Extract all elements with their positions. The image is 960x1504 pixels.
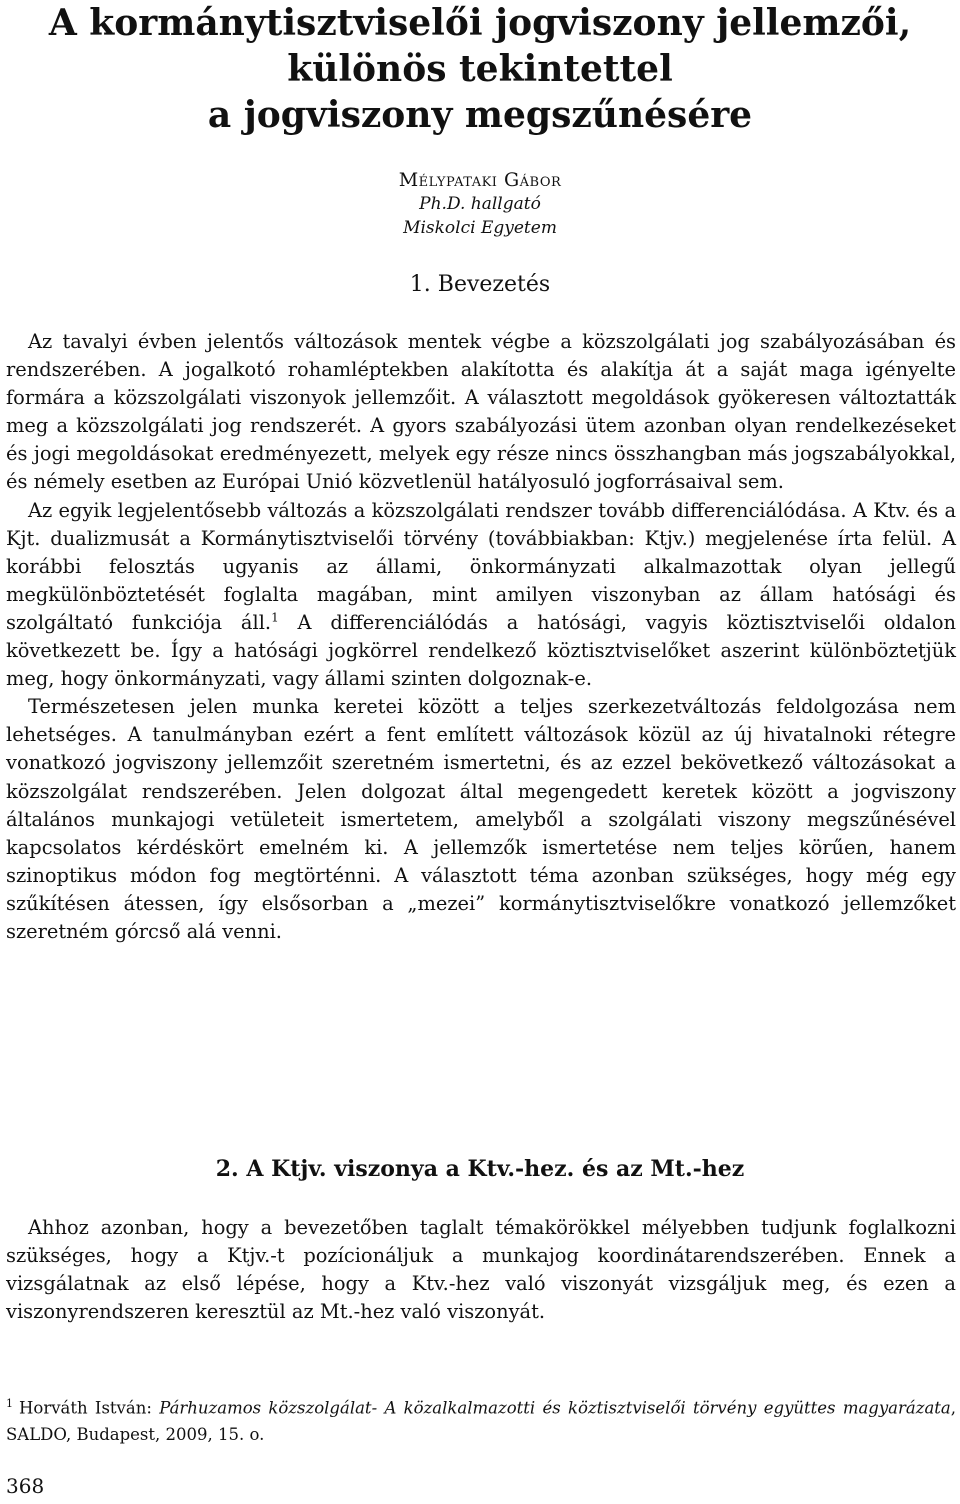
footnote-rest: , SALDO, Budapest, 2009, 15. o. <box>6 1398 956 1444</box>
author-name: Mélypataki Gábor <box>398 169 562 191</box>
article-title <box>0 0 960 138</box>
section-heading-introduction: 1. Bevezetés <box>409 272 551 297</box>
title-line-3: a jogviszony megszűnésére <box>207 94 753 136</box>
footnote-title: Párhuzamos közszolgálat- A közalkalmazotti és köztisztviselői törvény együttes magyarázata <box>159 1398 951 1418</box>
section-body-introduction <box>6 328 956 946</box>
author-role: Ph.D. hallgató <box>419 194 541 214</box>
paragraph-text-cont: A differenciálódás a hatósági, vagyis köztisztviselői oldalon következett be. Így a hatósági jogkörrel rendelkező köztisztviselőket aszerint különböztetjük meg, hogy önkormányzati, vagy állami szinten dolgoznak-e. <box>6 610 956 691</box>
paragraph <box>6 497 956 694</box>
author-affiliation: Miskolci Egyetem <box>403 218 557 238</box>
author-block <box>0 168 960 240</box>
footnote-number: 1 <box>6 1397 13 1410</box>
section-body-2 <box>6 1214 956 1326</box>
paragraph: Az tavalyi évben jelentős változások mentek végbe a közszolgálati jog szabályozásában és rendszerében. A jogalkotó rohamléptekben alakította és alakítja át a saját maga igényelte formára a közszolgálati viszonyok jellemzőit. A választott megoldások gyökeresen változtatták meg a közszolgálati jog rendszerét. A gyors szabályozási ütem azonban olyan rendelkezéseket és jogi megoldásokat eredményezett, melyek egy része nincs összhangban más jogszabályokkal, és némely esetben az Európai Unió közvetlenül hatályosuló jogforrásaival sem. <box>6 330 956 494</box>
page-number: 368 <box>6 1474 45 1498</box>
section-heading-2: 2. A Ktjv. viszonya a Ktv.-hez. és az Mt.-hez <box>215 1156 745 1182</box>
title-line-2: különös tekintettel <box>287 48 673 90</box>
paragraph-text: Az egyik legjelentősebb változás a közszolgálati rendszer tovább differenciálódása. A Ktv. és a Kjt. dualizmusát a Kormánytisztviselői törvény (továbbiakban: Ktjv.) megjelenése írta felül. A korábbi felosztás ugyanis az állami, önkormányzati alkalmazottak olyan jellegű megkülönböztetését foglalta magában, mint amilyen viszonyban az állam hatósági és szolgáltató funkciója áll. <box>6 498 956 634</box>
footnote-author: Horváth István: <box>19 1398 160 1418</box>
footnote <box>6 1391 956 1448</box>
footnote-ref[interactable]: 1 <box>271 610 279 625</box>
paragraph: Természetesen jelen munka keretei között a teljes szerkezetváltozás feldolgozása nem lehetséges. A tanulmányban ezért a fent említett változások közül az új hivatalnoki rétegre vonatkozó jogviszony jellemzőit szeretném ismertetni, és az ezzel bekövetkező változásokat a közszolgálat rendszerében. Jelen dolgozat által megengedett keretek között a jogviszony általános munkajogi vetületeit ismertetem, amelyből a szolgálati viszony megszűnésével kapcsolatos kérdéskört emelném ki. A jellemzők ismertetése nem teljes körűen, hanem szinoptikus módon fog megtörténni. A választott téma azonban szükséges, hogy még egy szűkítésen átessen, így elsősorban a „mezei” kormánytisztviselőkre vonatkozó jellemzőket szeretném górcső alá venni. <box>6 695 956 943</box>
title-line-1: A kormánytisztviselői jogviszony jellemzői, <box>48 2 912 44</box>
paragraph: Ahhoz azonban, hogy a bevezetőben taglalt témakörökkel mélyebben tudjunk foglalkozni szükséges, hogy a Ktjv.-t pozícionáljuk a munkajog koordinátarendszerében. Ennek a vizsgálatnak az első lépése, hogy a Ktv.-hez való viszonyát vizsgáljuk meg, és ezen a viszonyrendszeren keresztül az Mt.-hez való viszonyát. <box>6 1216 956 1324</box>
